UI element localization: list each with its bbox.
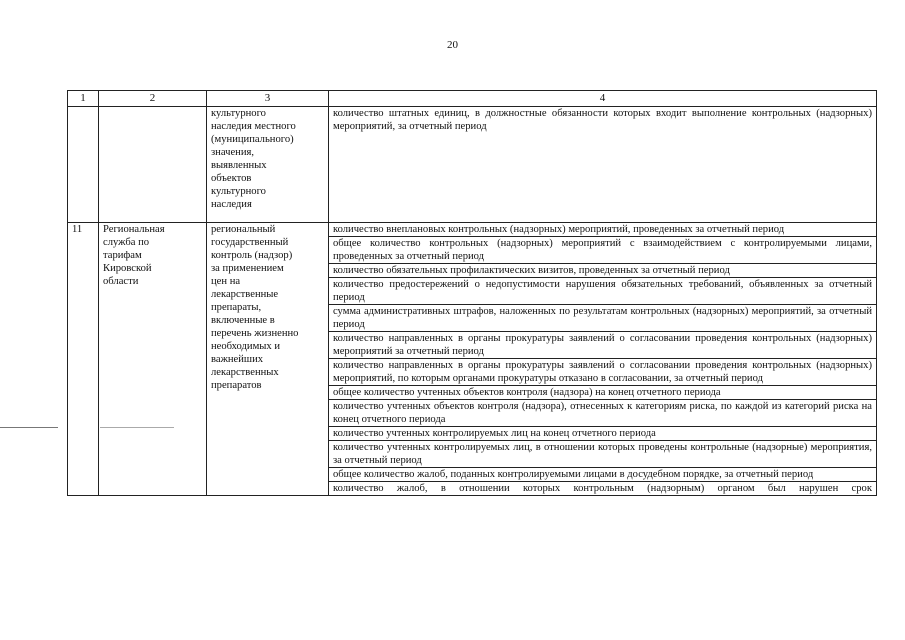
indicator-cell: количество направленных в органы прокуратуры заявлений о согласовании проведения контрольных (надзорных) мероприятий за отчетный период [329,332,877,359]
indicator-cell: сумма административных штрафов, наложенных по результатам контрольных (надзорных) мероприятий, за отчетный период [329,305,877,332]
continuation-indicator: количество штатных единиц, в должностные обязанности которых входит выполнение контрольных (надзорных) мероприятий, за отчетный период [329,107,877,223]
indicator-cell: количество внеплановых контрольных (надзорных) мероприятий, проведенных за отчетный период [329,223,877,237]
continuation-org [99,107,207,223]
table-header-row [68,91,877,107]
header-col-2: 2 [99,91,207,107]
organization-name [99,223,207,496]
indicator-cell: общее количество жалоб, поданных контролируемыми лицами в досудебном порядке, за отчетный период [329,468,877,482]
header-col-1: 1 [68,91,99,107]
page-number: 20 [447,39,458,51]
header-col-3: 3 [207,91,329,107]
table-row [68,223,877,237]
indicator-cell: общее количество контрольных (надзорных) мероприятий с взаимодействием с контролируемыми лицами, проведенных за отчетный период [329,237,877,264]
organization-name-text: Региональная служба по тарифам Кировской области [103,224,165,287]
indicator-cell: количество жалоб, в отношении которых контрольным (надзорным) органом был нарушен срок [329,482,877,496]
indicators-table [67,90,877,496]
control-type-text: региональный государственный контроль (надзор) за применением цен на лекарственные препараты, включенные в перечень жизненно необходимых и важнейших лекарственных препаратов [211,224,299,391]
indicator-cell: количество учтенных контролируемых лиц, в отношении которых проведены контрольные (надзорные) мероприятия, за отчетный период [329,441,877,468]
margin-line-left [0,427,58,428]
continuation-control-text: культурного наследия местного (муниципального) значения, выявленных объектов культурного наследия [211,108,296,210]
indicator-cell: количество учтенных объектов контроля (надзора), отнесенных к категориям риска, по каждой из категорий риска на конец отчетного периода [329,400,877,427]
row-number: 11 [68,223,99,496]
indicator-cell: общее количество учтенных объектов контроля (надзора) на конец отчетного периода [329,386,877,400]
control-type [207,223,329,496]
indicator-cell: количество направленных в органы прокуратуры заявлений о согласовании проведения контрольных (надзорных) мероприятий, по которым органами прокуратуры отказано в согласовании, за отчетный период [329,359,877,386]
continuation-num [68,107,99,223]
indicator-cell: количество предостережений о недопустимости нарушения обязательных требований, объявленных за отчетный период [329,278,877,305]
header-col-4: 4 [329,91,877,107]
continuation-row [68,107,877,223]
continuation-control-type [207,107,329,223]
indicator-cell: количество обязательных профилактических визитов, проведенных за отчетный период [329,264,877,278]
indicator-cell: количество учтенных контролируемых лиц на конец отчетного периода [329,427,877,441]
